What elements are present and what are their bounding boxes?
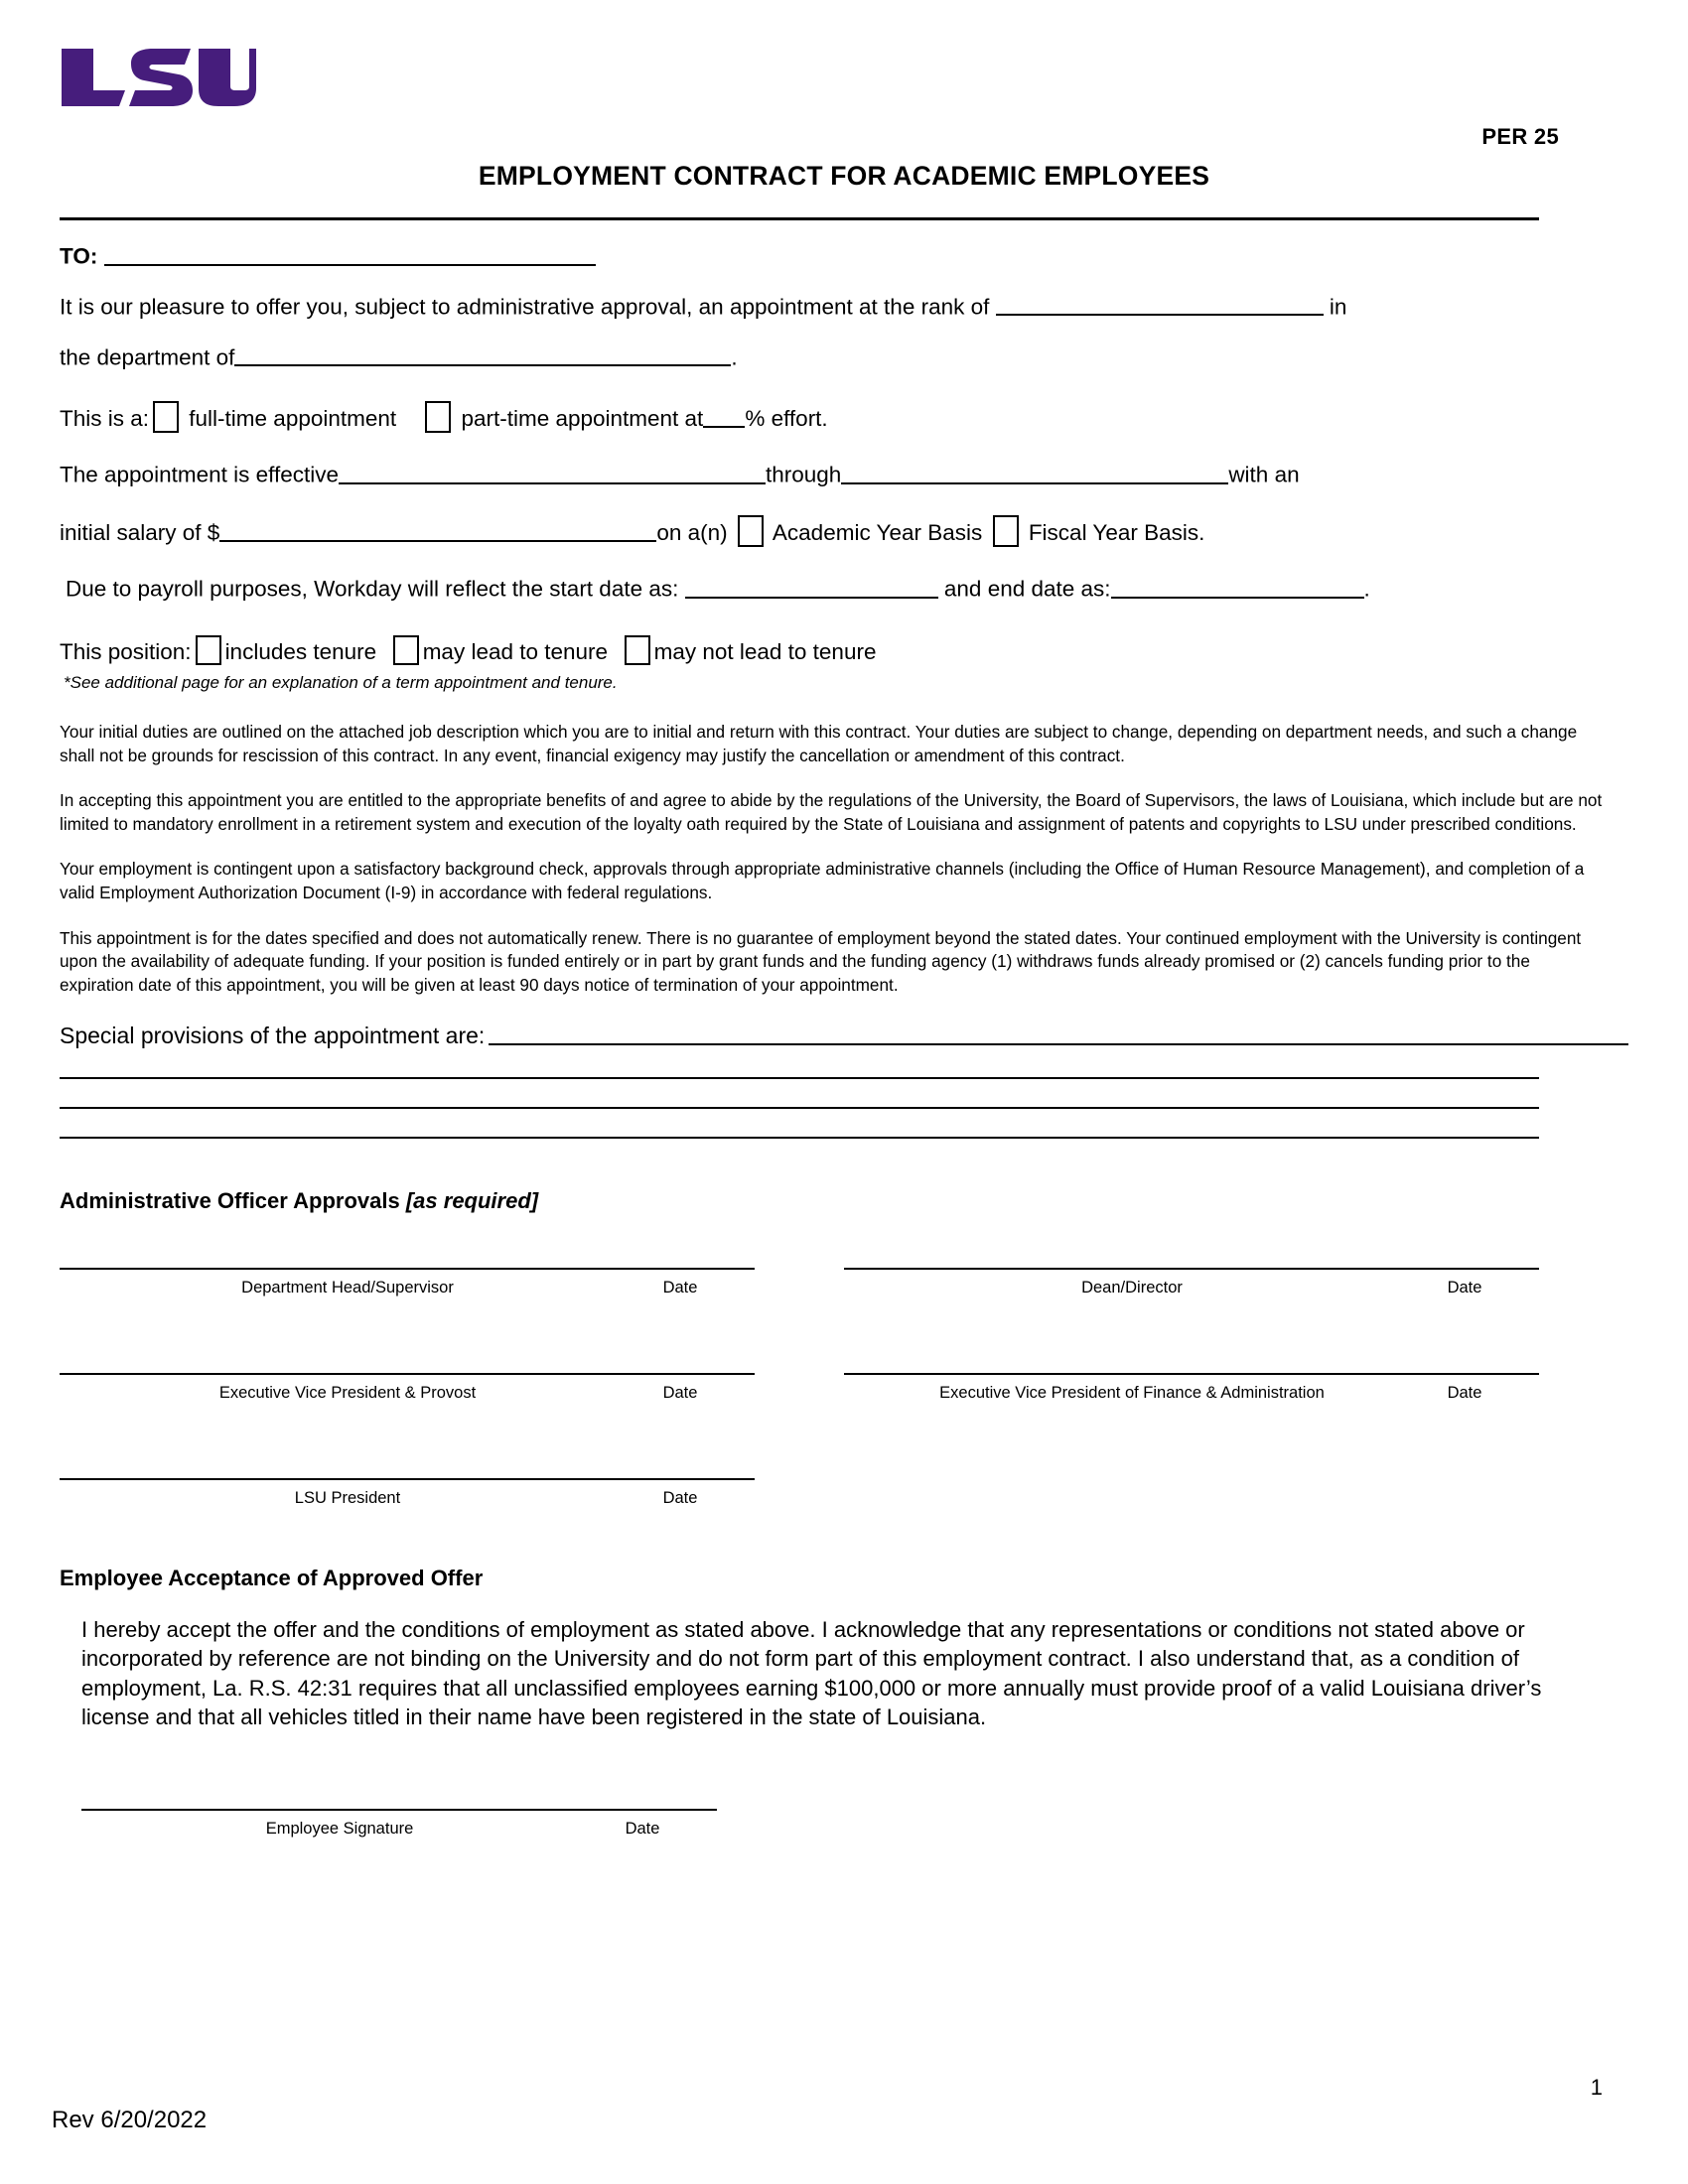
signature-line[interactable] bbox=[844, 1373, 1539, 1375]
employee-signature-block bbox=[81, 1809, 1628, 1839]
signature-line[interactable] bbox=[60, 1268, 755, 1270]
special-provisions-header bbox=[60, 1023, 1628, 1049]
tenure-footnote: *See additional page for an explanation of a term appointment and tenure. bbox=[64, 673, 618, 693]
signature-block-evp-finance bbox=[844, 1373, 1539, 1403]
with-an-label: with an bbox=[1228, 463, 1300, 487]
special-provisions-field-4[interactable] bbox=[60, 1137, 1539, 1139]
approvals-left-column bbox=[60, 1268, 755, 1508]
signature-line[interactable] bbox=[844, 1268, 1539, 1270]
tenure-line bbox=[60, 635, 1628, 666]
may-lead-tenure-label: may lead to tenure bbox=[422, 639, 609, 664]
approvals-signature-grid bbox=[60, 1268, 1628, 1508]
appointment-type-line bbox=[60, 401, 1628, 433]
special-provisions-field-3[interactable] bbox=[60, 1107, 1539, 1109]
to-line bbox=[60, 240, 1628, 271]
department-line bbox=[60, 341, 1628, 372]
paragraph-renewal: This appointment is for the dates specified and does not automatically renew. There is no guarantee of employment beyond the stated dates. Your continued employment with the University is contingent upon the availability of adequate funding. If your position is funded entirely or in part by grant funds and the funding agency (1) withdraws funds already promised or (2) cancels funding prior to the expiration date of this appointment, you will be given at least 90 days notice of termination of your appointment. bbox=[60, 927, 1582, 995]
to-field[interactable] bbox=[104, 240, 596, 266]
signature-block-provost bbox=[60, 1373, 755, 1403]
salary-field[interactable] bbox=[219, 517, 656, 543]
revision-label: Rev 6/20/2022 bbox=[52, 2107, 208, 2133]
approvals-heading-bold: Administrative Officer Approvals bbox=[60, 1188, 406, 1214]
employee-signature-line[interactable] bbox=[81, 1809, 717, 1811]
page-title: EMPLOYMENT CONTRACT FOR ACADEMIC EMPLOYEES bbox=[478, 161, 1210, 191]
fulltime-checkbox[interactable] bbox=[153, 401, 179, 433]
employee-signature-label: Employee Signature bbox=[265, 1820, 414, 1839]
signature-role-label: Executive Vice President of Finance & Administration bbox=[939, 1384, 1325, 1403]
signature-line[interactable] bbox=[60, 1373, 755, 1375]
includes-tenure-checkbox[interactable] bbox=[196, 635, 221, 665]
signature-date-label: Date bbox=[1447, 1384, 1482, 1403]
acceptance-heading: Employee Acceptance of Approved Offer bbox=[60, 1566, 484, 1591]
lsu-logo bbox=[60, 45, 258, 110]
approvals-heading bbox=[60, 1188, 1628, 1214]
workday-label: Due to payroll purposes, Workday will reflect the start date as: bbox=[66, 576, 679, 602]
signature-block-dean bbox=[844, 1268, 1539, 1297]
table-row bbox=[60, 1279, 755, 1297]
academic-year-label: Academic Year Basis bbox=[772, 520, 983, 546]
academic-year-checkbox[interactable] bbox=[738, 515, 764, 547]
paragraph-benefits: In accepting this appointment you are entitled to the appropriate benefits of and agree to abide by the regulations of the University, the Board of Supervisors, the laws of Louisiana, which include but are not limited to mandatory enrollment in a retirement system and execution of the loyalty oath required by the State of Louisiana and assignment of patents and copyrights to LSU under prescribed conditions. bbox=[60, 790, 1603, 834]
this-is-a-label: This is a: bbox=[60, 406, 150, 432]
paragraph-contingency: Your employment is contingent upon a satisfactory background check, approvals through appropriate administrative channels (including the Office of Human Resource Management), and completion of a valid Employment Authorization Document (I-9) in accordance with federal regulations. bbox=[60, 859, 1585, 902]
effective-label: The appointment is effective bbox=[60, 463, 339, 487]
signature-role-label: Dean/Director bbox=[1081, 1279, 1183, 1297]
signature-date-label: Date bbox=[662, 1489, 698, 1508]
salary-label: initial salary of $ bbox=[60, 520, 220, 546]
approvals-right-column bbox=[844, 1268, 1539, 1508]
special-provisions-field-1[interactable] bbox=[489, 1043, 1628, 1045]
offer-text-a: It is our pleasure to offer you, subject to administrative approval, an appointment at the bbox=[60, 294, 915, 320]
signature-date-label: Date bbox=[1447, 1279, 1482, 1297]
table-row bbox=[844, 1384, 1539, 1403]
offer-line bbox=[60, 291, 1628, 322]
offer-text-c: in bbox=[1329, 294, 1347, 320]
form-code: PER 25 bbox=[1481, 124, 1559, 149]
percent-effort-field[interactable] bbox=[703, 403, 745, 429]
workday-start-date-field[interactable] bbox=[685, 573, 938, 599]
signature-date-label: Date bbox=[662, 1384, 698, 1403]
parttime-label-b: % effort. bbox=[745, 406, 828, 432]
department-period: . bbox=[731, 344, 738, 370]
special-provisions-field-2[interactable] bbox=[60, 1077, 1539, 1079]
table-row bbox=[60, 1384, 755, 1403]
includes-tenure-label: includes tenure bbox=[224, 639, 377, 664]
document-body bbox=[60, 0, 1628, 1839]
offer-text-b: rank of bbox=[920, 294, 990, 320]
position-label: This position: bbox=[60, 639, 192, 664]
acceptance-body: I hereby accept the offer and the conditions of employment as stated above. I acknowledge that any representations or conditions not stated above or incorporated by reference are not binding on the University and do not form part of this employment contract. I also understand that, as a condition of employment, La. R.S. 42:31 requires that all unclassified employees earning $100,000 or more annually must provide proof of a valid Louisiana driver’s license and that all vehicles titled in their name have been registered in the state of Louisiana. bbox=[81, 1617, 1542, 1729]
signature-role-label: Department Head/Supervisor bbox=[241, 1279, 454, 1297]
may-not-lead-tenure-checkbox[interactable] bbox=[625, 635, 650, 665]
effective-dates-line bbox=[60, 459, 1628, 489]
fiscal-year-label: Fiscal Year Basis. bbox=[1028, 520, 1205, 546]
table-row bbox=[60, 1489, 755, 1508]
document-header bbox=[60, 0, 1628, 149]
department-label: the department of bbox=[60, 344, 235, 370]
workday-dates-line bbox=[66, 573, 1628, 604]
signature-role-label: LSU President bbox=[294, 1489, 401, 1508]
parttime-label-a: part-time appointment at bbox=[461, 406, 704, 432]
through-label: through bbox=[766, 463, 842, 487]
end-date-label: and end date as: bbox=[943, 576, 1111, 602]
signature-line[interactable] bbox=[60, 1478, 755, 1480]
page-number: 1 bbox=[1590, 2075, 1603, 2100]
effective-date-field[interactable] bbox=[339, 459, 766, 484]
signature-role-label: Executive Vice President & Provost bbox=[218, 1384, 477, 1403]
signature-block-president bbox=[60, 1478, 755, 1508]
table-row bbox=[844, 1279, 1539, 1297]
parttime-checkbox[interactable] bbox=[425, 401, 451, 433]
fulltime-label: full-time appointment bbox=[189, 406, 397, 432]
approvals-heading-italic: [as required] bbox=[405, 1188, 539, 1214]
end-date-period: . bbox=[1363, 576, 1370, 602]
special-provisions-label: Special provisions of the appointment are: bbox=[60, 1023, 486, 1049]
to-label: TO bbox=[60, 243, 90, 269]
on-a-n-label: on a(n) bbox=[656, 520, 728, 546]
may-not-lead-tenure-label: may not lead to tenure bbox=[653, 639, 877, 664]
signature-block-dept-head bbox=[60, 1268, 755, 1297]
workday-end-date-field[interactable] bbox=[1111, 573, 1364, 599]
fiscal-year-checkbox[interactable] bbox=[993, 515, 1019, 547]
paragraph-duties: Your initial duties are outlined on the attached job description which you are to initial and return with this contract. Your duties are subject to change, depending on department needs, and such a change shall not be grounds for rescission of this contract. In any event, financial exigency may justify the cancellation or amendment of this contract. bbox=[60, 722, 1578, 765]
employee-signature-date-label: Date bbox=[625, 1820, 660, 1839]
may-lead-tenure-checkbox[interactable] bbox=[393, 635, 419, 665]
department-field[interactable] bbox=[234, 341, 731, 367]
title-divider bbox=[60, 217, 1539, 220]
table-row bbox=[81, 1820, 717, 1839]
signature-date-label: Date bbox=[662, 1279, 698, 1297]
rank-field[interactable] bbox=[996, 291, 1324, 317]
salary-line bbox=[60, 515, 1628, 547]
special-provisions-section bbox=[60, 1023, 1628, 1139]
through-date-field[interactable] bbox=[841, 459, 1228, 484]
to-colon: : bbox=[89, 243, 98, 269]
